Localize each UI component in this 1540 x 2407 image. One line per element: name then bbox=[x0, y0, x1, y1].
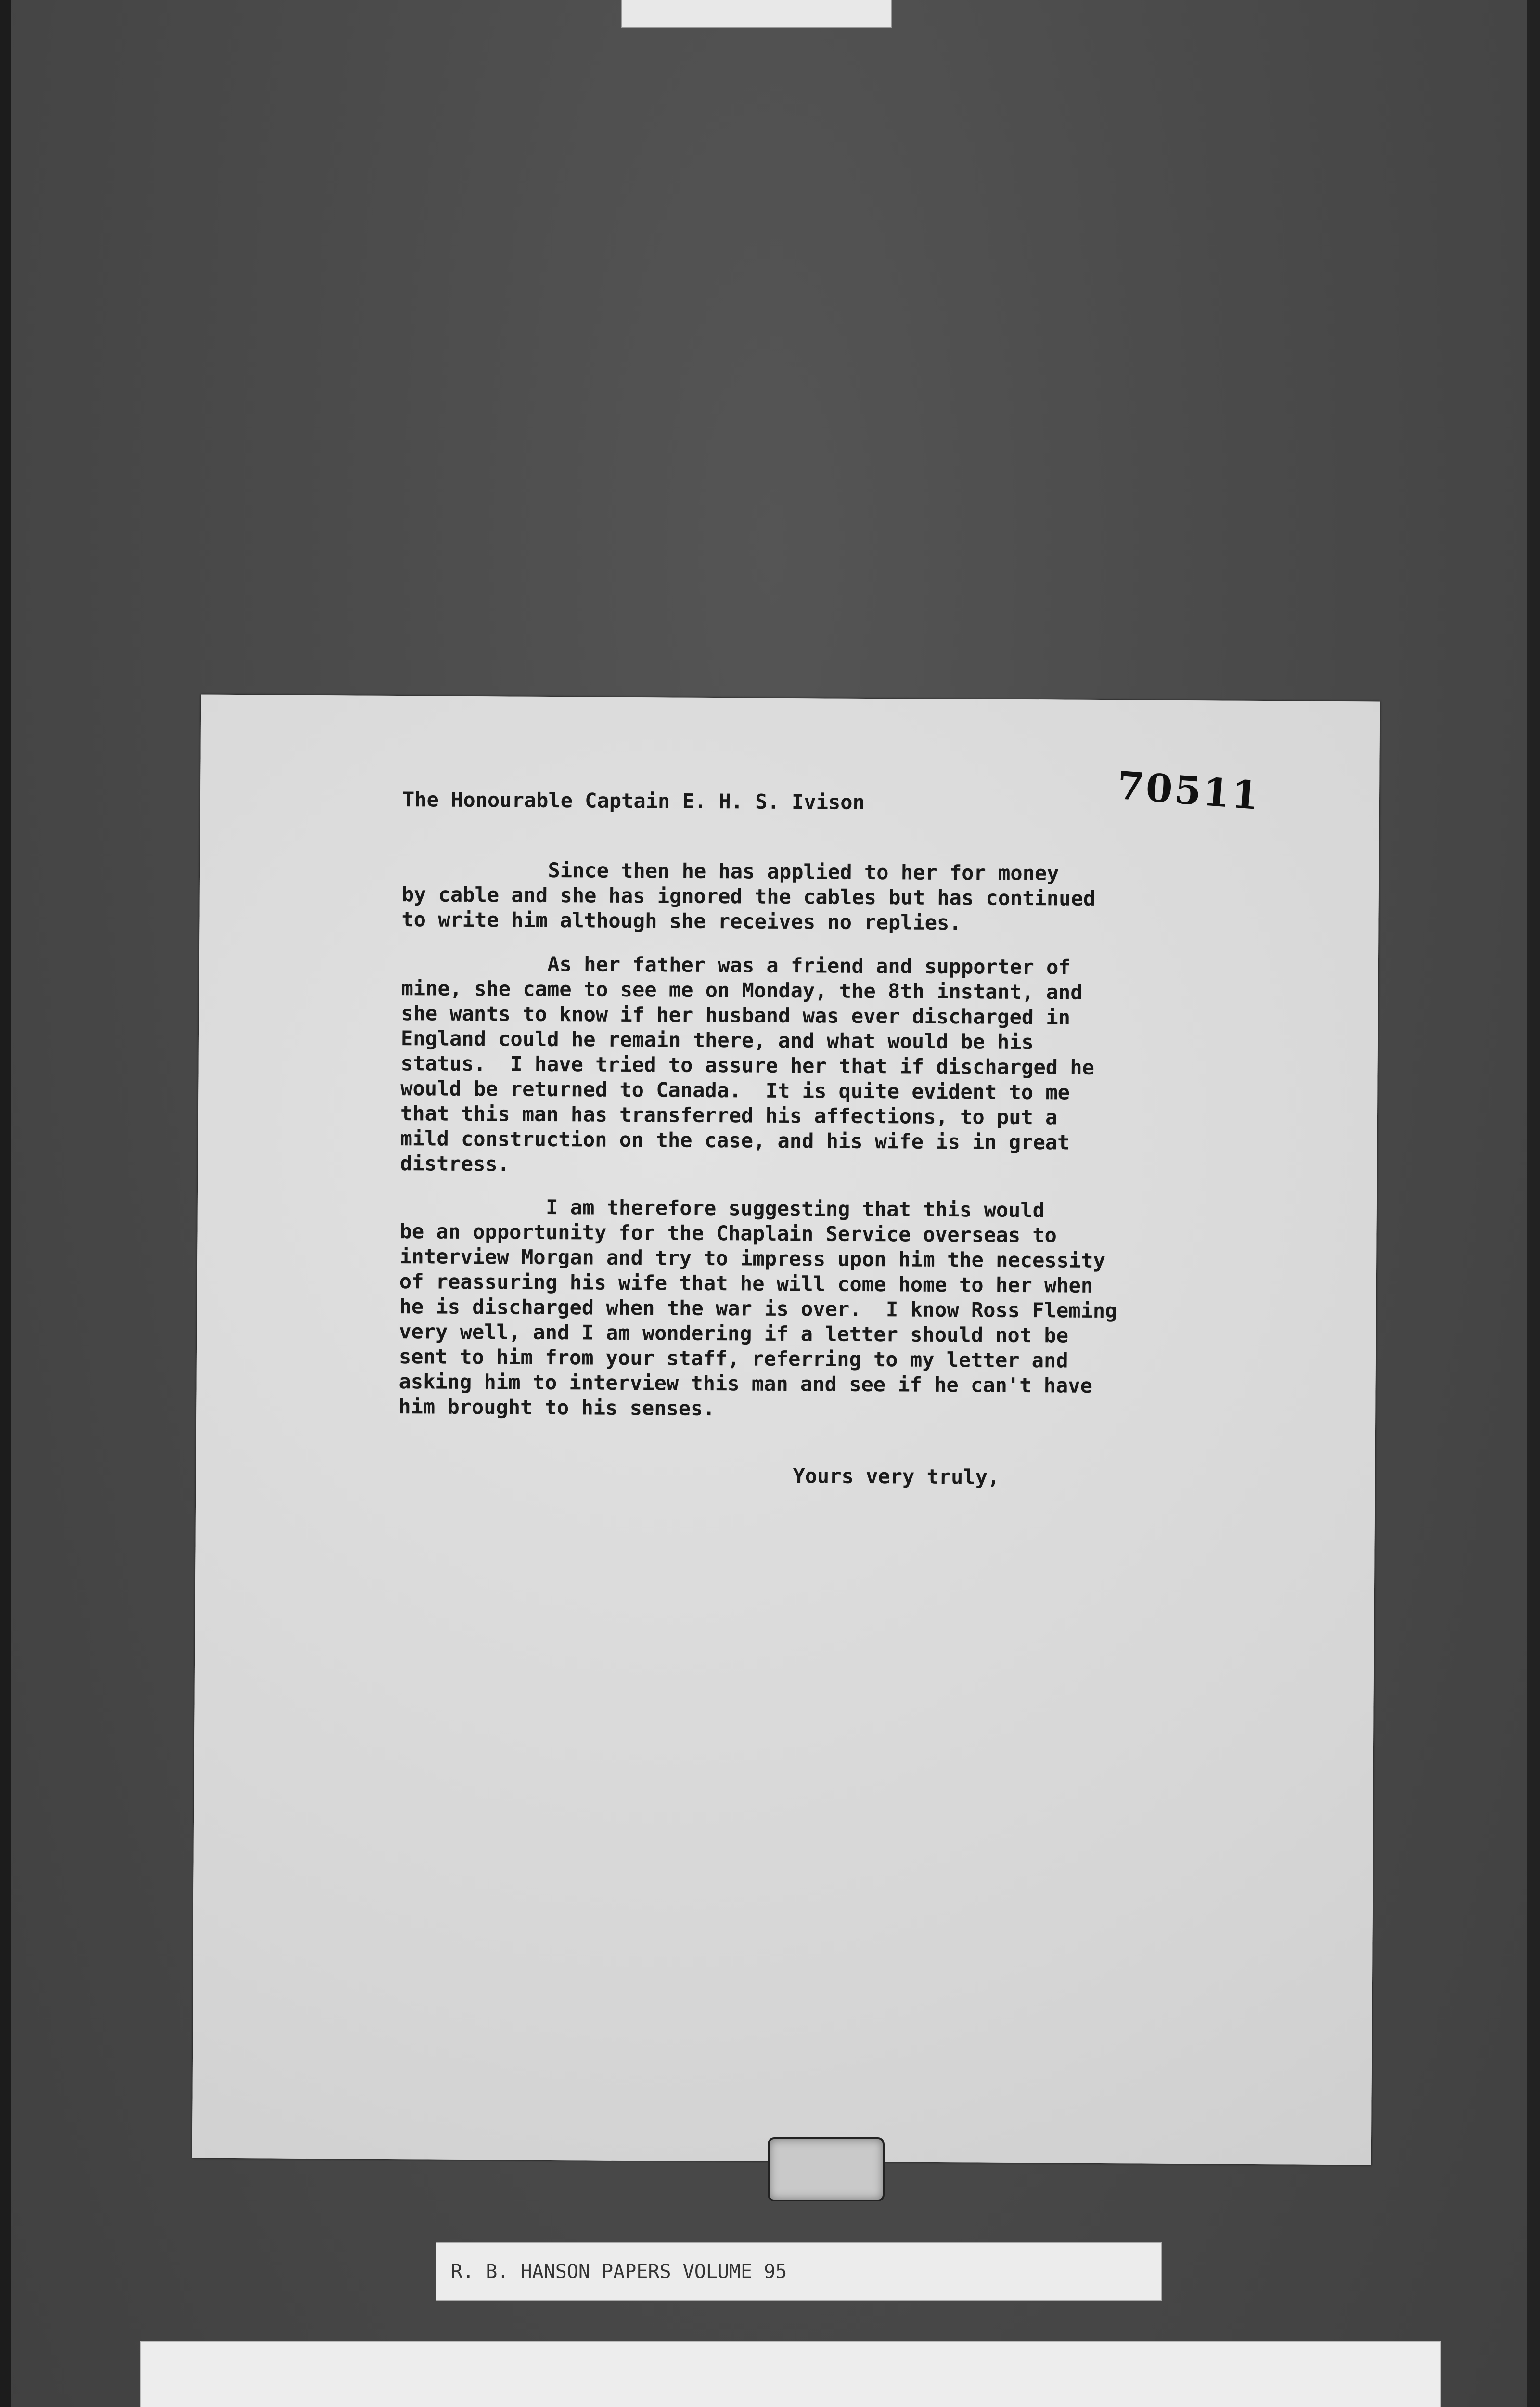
letter-closing: Yours very truly, bbox=[793, 1464, 1000, 1489]
volume-label-text: R. B. HANSON PAPERS VOLUME 95 bbox=[451, 2261, 787, 2283]
document-number-stamp: 70511 bbox=[1115, 762, 1262, 819]
typed-letter-page bbox=[192, 695, 1380, 2165]
paragraph-2: As her father was a friend and supporter of mine, she came to see me on Monday, the 8th instant, and she wants to know if her husband was ever discharged in England could he remain there, and what would be his status. I have tried to assure her that if discharged he would be returned to Canada. It is quite evident to me that this man has transferred his affections, to put a mild construction on the case, and his wife is in great distress. bbox=[400, 951, 1095, 1176]
letter-header: The Honourable Captain E. H. S. Ivison bbox=[402, 788, 865, 814]
volume-label bbox=[436, 2242, 1162, 2301]
film-edge-left bbox=[0, 0, 11, 2407]
paragraph-3: I am therefore suggesting that this would be an opportunity for the Chaplain Service overseas to interview Morgan and try to impress upon him the necessity of reassuring his wife that he will come home to her when he is discharged when the war is over. I know Ross Fleming very well, and I am wondering if a letter should not be sent to him from your staff, referring to my letter and asking him to interview this man and see if he can't have him brought to his senses. bbox=[398, 1194, 1117, 1421]
film-edge-right bbox=[1527, 0, 1540, 2407]
paragraph-1: Since then he has applied to her for money by cable and she has ignored the cables but has continued to write him although she receives no replies. bbox=[401, 857, 1096, 935]
paper-clip bbox=[768, 2137, 885, 2201]
archives-card bbox=[140, 2341, 1441, 2407]
mounting-tab-top bbox=[621, 0, 892, 28]
